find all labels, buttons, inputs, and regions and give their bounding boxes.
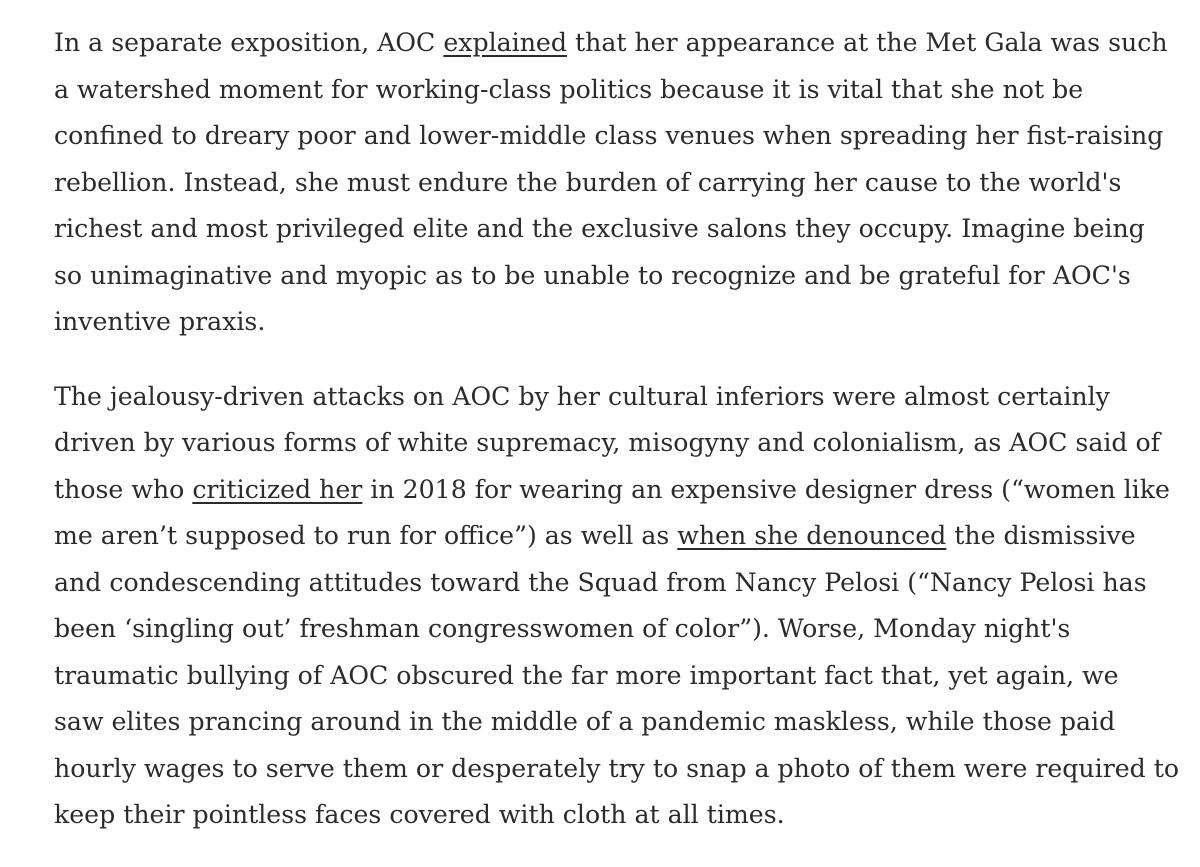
inline-link[interactable]: explained [443,28,567,57]
text-line [54,792,1184,839]
text-segment: hourly wages to serve them or desperately try to snap a photo of them were required to [54,753,1180,783]
article-paragraph [54,20,1184,346]
text-segment: In a separate exposition, AOC [54,28,444,57]
text-segment: the dismissive [946,521,1136,550]
text-segment: that her appearance at the Met Gala was such [566,28,1168,57]
text-line [54,653,1184,700]
text-line [54,560,1184,607]
text-segment: driven by various forms of white supremacy, misogyny and colonialism, as AOC said of [54,428,1161,457]
article-paragraph [54,374,1184,839]
text-segment: been ‘singling out’ freshman congresswomen of color”). Worse, Monday night's [54,614,1071,643]
article-body [54,20,1184,867]
text-line [54,513,1184,560]
text-segment: those who [54,474,193,504]
text-segment: and condescending attitudes toward the Squad from Nancy Pelosi (“Nancy Pelosi has [54,567,1147,597]
text-line [54,20,1184,67]
text-segment: The jealousy-driven attacks on AOC by her cultural inferiors were almost certainly [54,381,1110,411]
text-line [54,206,1184,253]
text-segment: richest and most privileged elite and the exclusive salons they occupy. Imagine being [54,214,1145,243]
text-segment: a watershed moment for working-class politics because it is vital that she not be [54,74,1084,104]
text-segment: traumatic bullying of AOC obscured the far more important fact that, yet again, we [54,660,1119,690]
text-segment: keep their pointless faces covered with cloth at all times. [54,800,785,829]
text-line [54,299,1184,346]
text-line [54,253,1184,300]
text-segment: in 2018 for wearing an expensive designer dress (“women like [362,474,1170,504]
text-line [54,420,1184,467]
text-line [54,113,1184,160]
text-segment: confined to dreary poor and lower-middle class venues when spreading her fist-raising [54,121,1164,150]
text-segment: inventive praxis. [54,307,266,336]
text-line [54,67,1184,114]
inline-link[interactable]: criticized her [192,474,363,504]
inline-link[interactable]: when she denounced [677,521,947,550]
text-line [54,746,1184,793]
text-line [54,374,1184,421]
text-segment: me aren’t supposed to run for office”) as well as [54,521,678,550]
text-line [54,160,1184,207]
text-segment: so unimaginative and myopic as to be unable to recognize and be grateful for AOC's [54,260,1131,290]
text-segment: saw elites prancing around in the middle of a pandemic maskless, while those paid [54,707,1116,736]
text-segment: rebellion. Instead, she must endure the burden of carrying her cause to the world's [54,167,1122,197]
text-line [54,606,1184,653]
text-line [54,699,1184,746]
text-line [54,467,1184,514]
